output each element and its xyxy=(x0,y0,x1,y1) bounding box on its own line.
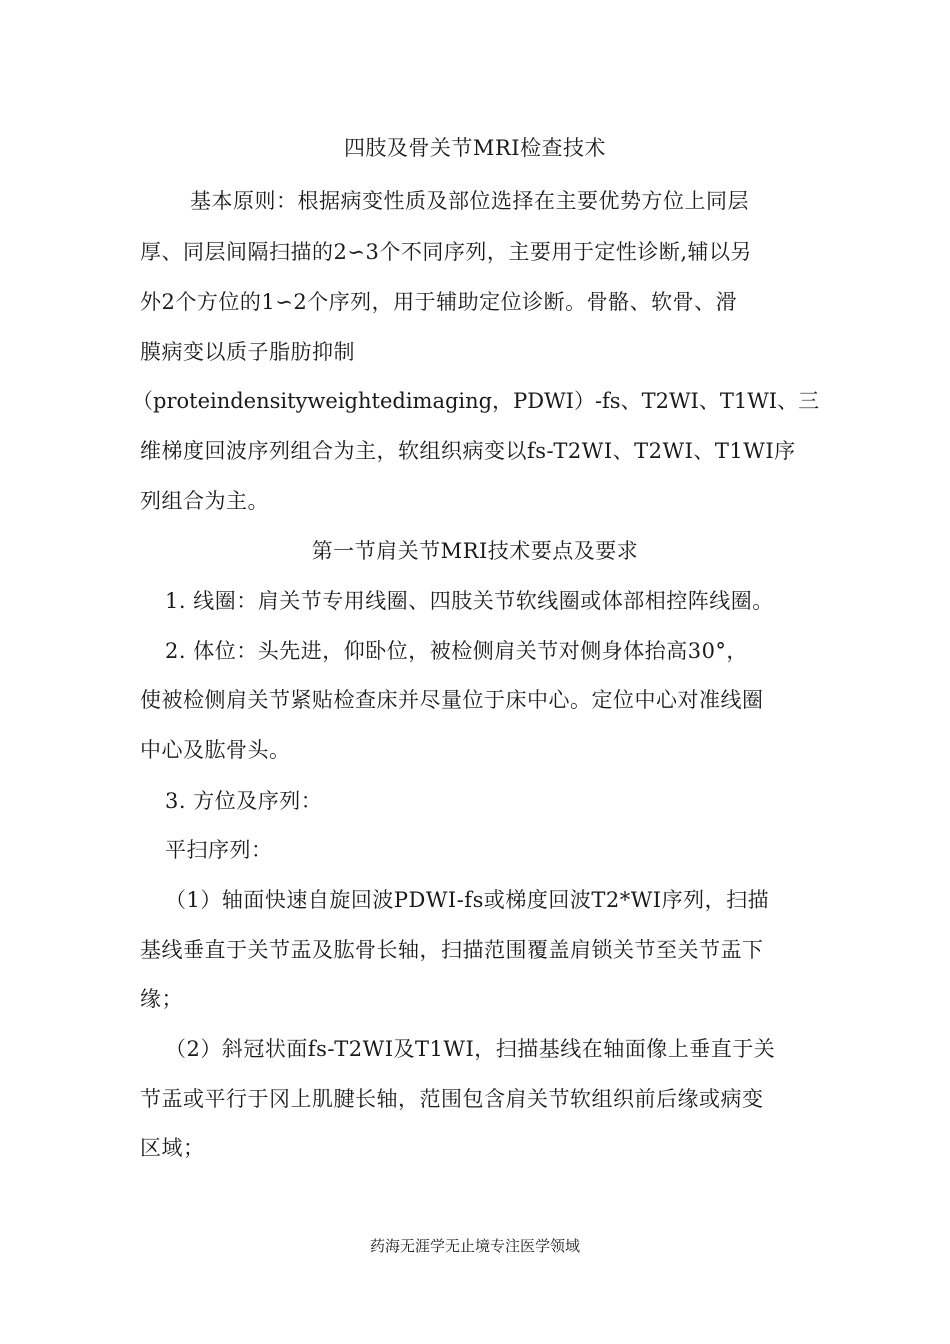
item-2-line-3: 中心及肱骨头。 xyxy=(140,738,291,762)
seq-1-line-2: 基线垂直于关节盂及肱骨长轴，扫描范围覆盖肩锁关节至关节盂下 xyxy=(140,938,764,962)
seq-1-line-1: （1）轴面快速自旋回波PDWI-fs或梯度回波T2*WI序列，扫描 xyxy=(165,888,770,912)
plain-scan-label: 平扫序列： xyxy=(165,838,273,862)
intro-line-7: 列组合为主。 xyxy=(140,489,269,513)
page-footer: 药海无涯学无止境专注医学领域 xyxy=(369,1237,580,1255)
seq-2-line-2: 节盂或平行于冈上肌腱长轴，范围包含肩关节软组织前后缘或病变 xyxy=(140,1087,764,1111)
intro-line-2: 厚、同层间隔扫描的2∽3个不同序列，主要用于定性诊断,辅以另 xyxy=(140,240,752,264)
intro-line-5: （proteindensityweightedimaging，PDWI）-fs、T2WI、T1WI、三 xyxy=(132,389,820,413)
item-2-line-2: 使被检侧肩关节紧贴检查床并尽量位于床中心。定位中心对准线圈 xyxy=(140,688,764,712)
intro-line-6: 维梯度回波序列组合为主，软组织病变以fs-T2WI、T2WI、T1WI序 xyxy=(140,439,796,463)
intro-line-1: 基本原则：根据病变性质及部位选择在主要优势方位上同层 xyxy=(190,189,749,213)
seq-1-line-3: 缘； xyxy=(140,987,183,1011)
item-3: 3. 方位及序列： xyxy=(165,789,323,813)
section-title: 第一节肩关节MRI技术要点及要求 xyxy=(311,539,639,563)
document-title: 四肢及骨关节MRI检查技术 xyxy=(343,136,607,160)
item-2-line-1: 2. 体位：头先进，仰卧位，被检侧肩关节对侧身体抬高30°， xyxy=(165,639,748,663)
intro-line-4: 膜病变以质子脂肪抑制 xyxy=(140,340,355,364)
seq-2-line-1: （2）斜冠状面fs-T2WI及T1WI，扫描基线在轴面像上垂直于关 xyxy=(165,1037,776,1061)
intro-line-3: 外2个方位的1∽2个序列，用于辅助定位诊断。骨骼、软骨、滑 xyxy=(140,290,738,314)
seq-2-line-3: 区域； xyxy=(140,1136,205,1160)
item-1: 1. 线圈：肩关节专用线圈、四肢关节软线圈或体部相控阵线圈。 xyxy=(165,589,774,613)
